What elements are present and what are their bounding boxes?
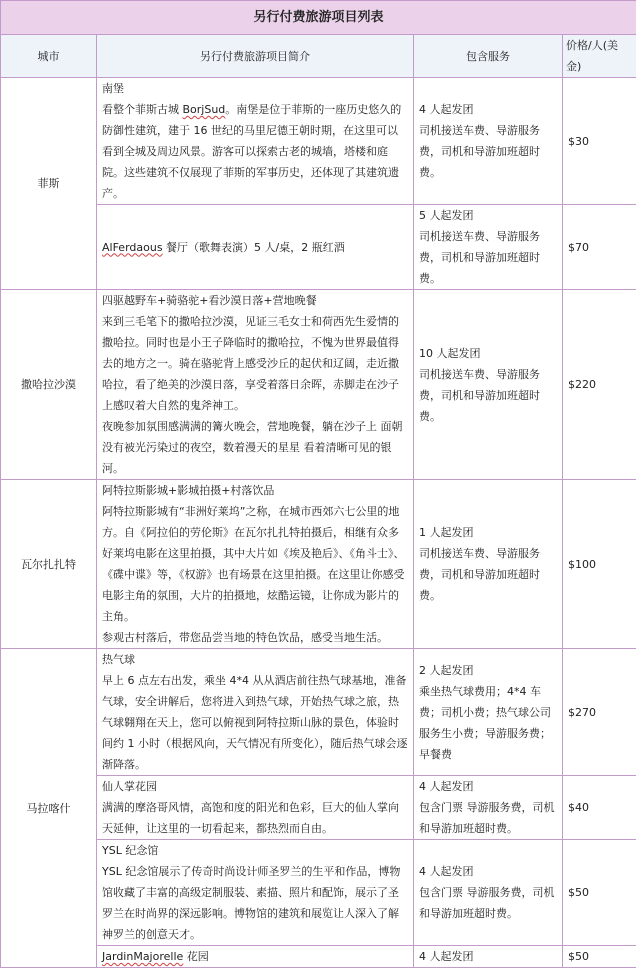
intro-body: 满满的摩洛哥风情，高饱和度的阳光和色彩，巨大的仙人掌向天延伸，让这里的一切看起来，都热烈而自由。	[102, 797, 408, 839]
intro-cell	[97, 946, 414, 968]
table-row	[1, 78, 636, 205]
group-size: 5 人起发团	[419, 205, 557, 226]
intro-extra: 夜晚参加氛围感满满的篝火晚会，营地晚餐，躺在沙子上 面朝没有被光污染过的夜空，数着漫天的星星 看着清晰可见的银河。	[102, 416, 408, 479]
services-cell	[414, 776, 563, 840]
intro-body: 餐厅（歌舞表演）5 人/桌，2 瓶红酒	[163, 241, 345, 254]
header-services: 包含服务	[414, 35, 563, 78]
header-intro: 另行付费旅游项目简介	[97, 35, 414, 78]
services-text: 司机接送车费、导游服务费，司机和导游加班超时费。	[419, 543, 557, 606]
group-size: 4 人起发团	[419, 776, 557, 797]
city-cell-sahara: 撒哈拉沙漠	[1, 290, 97, 480]
price-cell: $220	[563, 290, 636, 480]
header-city: 城市	[1, 35, 97, 78]
intro-term: BorjSud	[183, 103, 226, 116]
price-cell: $270	[563, 649, 636, 776]
services-text: 乘坐热气球费用；4*4 车费；司机小费；热气球公司服务生小费；导游服务费；早餐费	[419, 681, 557, 765]
table-title: 另行付费旅游项目列表	[1, 1, 636, 35]
services-cell	[414, 649, 563, 776]
table-row	[1, 649, 636, 776]
intro-cell	[97, 776, 414, 840]
services-cell	[414, 840, 563, 946]
intro-title: YSL 纪念馆	[102, 840, 408, 861]
table-row	[1, 946, 636, 968]
services-cell	[414, 78, 563, 205]
group-size: 4 人起发团	[419, 99, 557, 120]
price-cell: $50	[563, 946, 636, 968]
price-cell: $70	[563, 205, 636, 290]
intro-body: 阿特拉斯影城有“非洲好莱坞”之称，在城市西郊六七公里的地方。自《阿拉伯的劳伦斯》在瓦尔扎扎特拍摄后，相继有众多好莱坞电影在这里拍摄，其中大片如《埃及艳后》、《角斗士》、《碟中谍》等，《权游》也有场景在这里拍摄。在这里让你感受电影主角的氛围，大片的拍摄地，炫酷运镜，让你成为影片的主角。	[102, 501, 408, 627]
intro-title: 四驱越野车+骑骆驼+看沙漠日落+营地晚餐	[102, 290, 408, 311]
intro-extra: 参观古村落后，带您品尝当地的特色饮品，感受当地生活。	[102, 627, 408, 648]
intro-cell	[97, 649, 414, 776]
group-size: 4 人起发团	[419, 946, 557, 967]
services-cell	[414, 946, 563, 968]
city-cell-marrakech: 马拉喀什	[1, 649, 97, 968]
intro-body: 来到三毛笔下的撒哈拉沙漠，见证三毛女士和荷西先生爱情的撒哈拉。同时也是小王子降临时的撒哈拉，不愧为世界最值得去的地方之一。骑在骆驼背上感受沙丘的起伏和辽阔，走近撒哈拉，看了绝美的沙漠日落，享受着落日余晖，赤脚走在沙子上感叹着大自然的鬼斧神工。	[102, 311, 408, 416]
services-cell	[414, 205, 563, 290]
table-row	[1, 205, 636, 290]
city-cell-ouarzazate: 瓦尔扎扎特	[1, 480, 97, 649]
intro-body: 。南堡是位于菲斯的一座历史悠久的防御性建筑，建于 16 世纪的马里尼德王朝时期，在这里可以看到全城及周边风景。游客可以探索古老的城墙，塔楼和庭院。这些建筑不仅展现了菲斯的军事历史，还体现了其建筑遗产。	[102, 103, 401, 200]
services-text: 司机接送车费、导游服务费，司机和导游加班超时费。	[419, 226, 557, 289]
services-cell	[414, 290, 563, 480]
table-row	[1, 840, 636, 946]
table-row	[1, 776, 636, 840]
services-text: 司机接送车费、导游服务费，司机和导游加班超时费。	[419, 364, 557, 427]
group-size: 2 人起发团	[419, 660, 557, 681]
price-cell: $40	[563, 776, 636, 840]
intro-title: 仙人掌花园	[102, 776, 408, 797]
intro-body: 早上 6 点左右出发，乘坐 4*4 从从酒店前往热气球基地，准备气球，安全讲解后，您将进入到热气球，开始热气球之旅，热气球翱翔在天上，您可以俯视到阿特拉斯山脉的景色，体验时间约 1 小时（根据风向，天气情况有所变化），随后热气球会逐渐降落。	[102, 670, 408, 775]
group-size: 10 人起发团	[419, 343, 557, 364]
intro-title: 阿特拉斯影城+影城拍摄+村落饮品	[102, 480, 408, 501]
intro-title: 南堡	[102, 78, 408, 99]
intro-term: AlFerdaous	[102, 241, 163, 254]
price-cell: $100	[563, 480, 636, 649]
intro-cell	[97, 78, 414, 205]
table-row	[1, 290, 636, 480]
intro-cell	[97, 290, 414, 480]
intro-term: JardinMajorelle	[102, 950, 183, 963]
group-size: 1 人起发团	[419, 522, 557, 543]
table-header-row	[1, 35, 636, 78]
intro-body: 花园	[183, 950, 209, 963]
services-text: 包含门票 导游服务费，司机和导游加班超时费。	[419, 797, 557, 839]
group-size: 4 人起发团	[419, 861, 557, 882]
services-text: 司机接送车费、导游服务费，司机和导游加班超时费。	[419, 120, 557, 183]
city-cell-fes: 菲斯	[1, 78, 97, 290]
table-row	[1, 480, 636, 649]
intro-title: 热气球	[102, 649, 408, 670]
intro-cell	[97, 480, 414, 649]
intro-cell	[97, 205, 414, 290]
price-cell: $30	[563, 78, 636, 205]
intro-prefix: 看整个菲斯古城	[102, 103, 183, 116]
intro-cell	[97, 840, 414, 946]
table-title-row	[1, 1, 636, 35]
intro-body: YSL 纪念馆展示了传奇时尚设计师圣罗兰的生平和作品，博物馆收藏了丰富的高级定制服装、素描、照片和配饰，展示了圣罗兰在时尚界的深远影响。博物馆的建筑和展览让人深入了解神罗兰的创意天才。	[102, 861, 408, 945]
services-cell	[414, 480, 563, 649]
price-cell: $50	[563, 840, 636, 946]
services-text: 包含门票 导游服务费，司机和导游加班超时费。	[419, 882, 557, 924]
header-price: 价格/人(美金)	[563, 35, 636, 78]
